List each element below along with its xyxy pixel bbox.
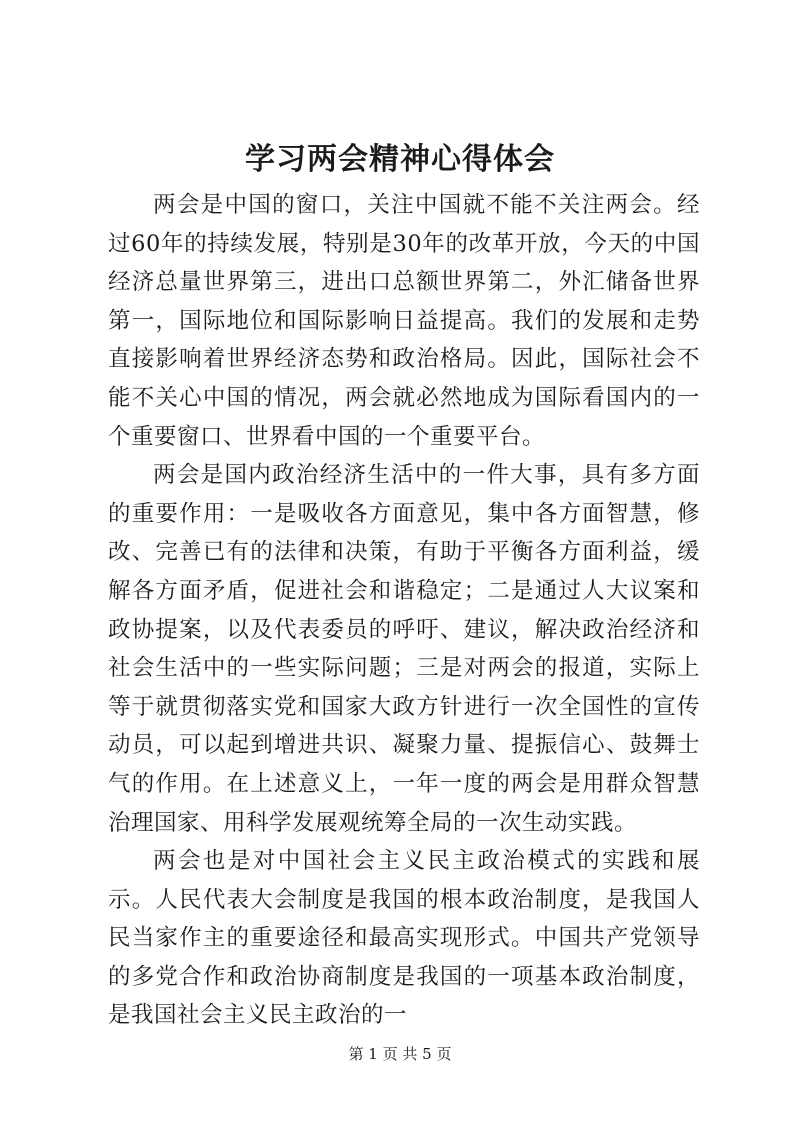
- paragraph-3: 两会也是对中国社会主义民主政治模式的实践和展示。人民代表大会制度是我国的根本政治制度，是我国人民当家作主的重要途径和最高实现形式。中国共产党领导的多党合作和政治协商制度是我国的一项基本政治制度，是我国社会主义民主政治的一: [108, 848, 700, 1029]
- paragraph-2: 两会是国内政治经济生活中的一件大事，具有多方面的重要作用：一是吸收各方面意见，集中各方面智慧，修改、完善已有的法律和决策，有助于平衡各方面利益，缓解各方面矛盾，促进社会和谐稳定；二是通过人大议案和政协提案，以及代表委员的呼吁、建议，解决政治经济和社会生活中的一些实际问题；三是对两会的报道，实际上等于就贯彻落实党和国家大政方针进行一次全国性的宣传动员，可以起到增进共识、凝聚力量、提振信心、鼓舞士气的作用。在上述意义上，一年一度的两会是用群众智慧治理国家、用科学发展观统筹全局的一次生动实践。: [108, 462, 700, 836]
- document-body: [108, 186, 700, 1035]
- document-title: 学习两会精神心得体会: [245, 142, 555, 177]
- paragraph-1: 两会是中国的窗口，关注中国就不能不关注两会。经过60年的持续发展，特别是30年的改革开放，今天的中国经济总量世界第三，进出口总额世界第二，外汇储备世界第一，国际地位和国际影响日益提高。我们的发展和走势直接影响着世界经济态势和政治格局。因此，国际社会不能不关心中国的情况，两会就必然地成为国际看国内的一个重要窗口、世界看中国的一个重要平台。: [108, 192, 700, 450]
- page-footer: 第 1 页 共 5 页: [348, 1045, 452, 1063]
